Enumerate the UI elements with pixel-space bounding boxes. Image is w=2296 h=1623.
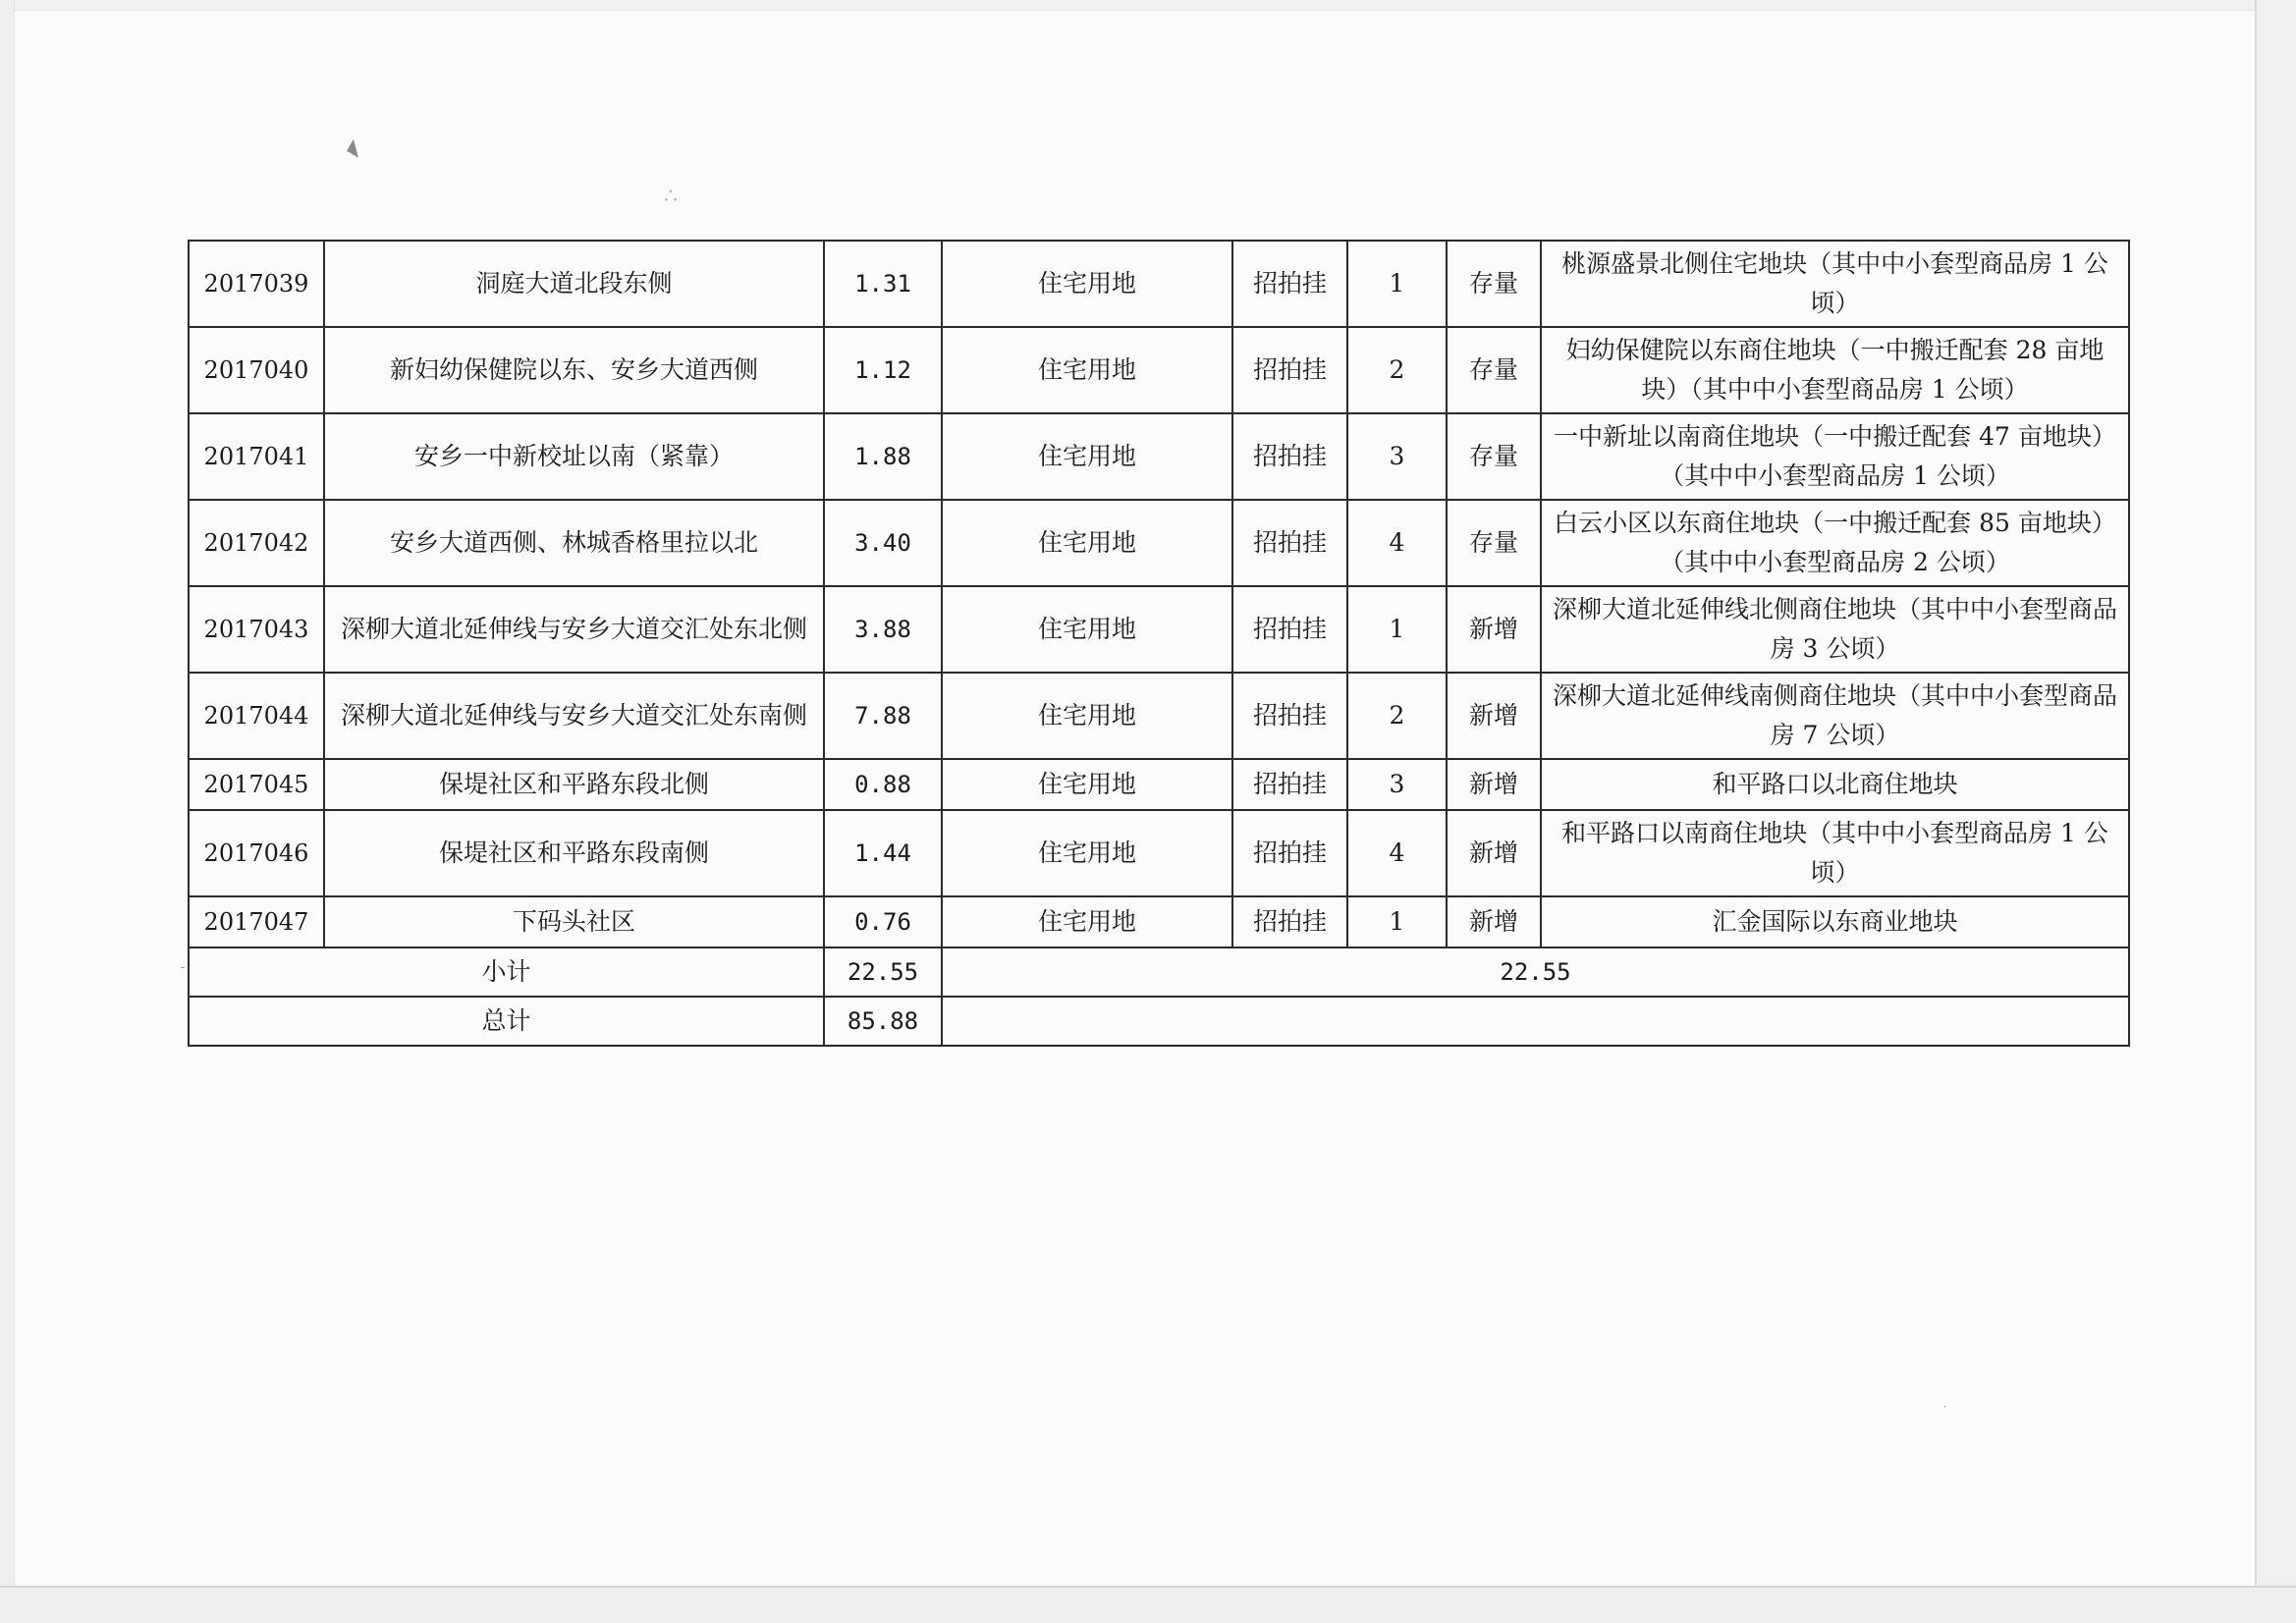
- plot-code: 2017040: [189, 327, 324, 413]
- plot-remark: 和平路口以北商住地块: [1541, 759, 2129, 810]
- land-use: 住宅用地: [942, 759, 1232, 810]
- table-row: [189, 810, 2129, 896]
- scan-speck: -: [181, 960, 186, 974]
- subtotal-label: 小计: [189, 947, 824, 997]
- table-row: [189, 759, 2129, 810]
- supply-method: 招拍挂: [1232, 759, 1347, 810]
- supply-quarter: 2: [1347, 673, 1447, 759]
- plot-area: 0.88: [824, 759, 942, 810]
- scan-speck: ·: [1943, 1402, 1947, 1413]
- supply-method: 招拍挂: [1232, 241, 1347, 327]
- total-row: [189, 997, 2129, 1046]
- plot-area: 3.40: [824, 500, 942, 586]
- plot-location: 深柳大道北延伸线与安乡大道交汇处东南侧: [324, 673, 824, 759]
- land-use: 住宅用地: [942, 500, 1232, 586]
- page-edge-left: [0, 0, 15, 1623]
- land-use: 住宅用地: [942, 896, 1232, 947]
- page-edge-bottom: [0, 1586, 2296, 1623]
- land-use: 住宅用地: [942, 413, 1232, 500]
- plot-location: 安乡一中新校址以南（紧靠）: [324, 413, 824, 500]
- table-footer: [189, 947, 2129, 1046]
- plot-area: 1.44: [824, 810, 942, 896]
- plot-area: 1.31: [824, 241, 942, 327]
- table-row: [189, 241, 2129, 327]
- plot-remark: 一中新址以南商住地块（一中搬迁配套 47 亩地块）（其中中小套型商品房 1 公顷）: [1541, 413, 2129, 500]
- plot-location: 安乡大道西侧、林城香格里拉以北: [324, 500, 824, 586]
- subtotal-note: 22.55: [942, 947, 2129, 997]
- land-use: 住宅用地: [942, 586, 1232, 673]
- plot-area: 3.88: [824, 586, 942, 673]
- plot-area: 1.88: [824, 413, 942, 500]
- land-use: 住宅用地: [942, 327, 1232, 413]
- plot-location: 新妇幼保健院以东、安乡大道西侧: [324, 327, 824, 413]
- table-row: [189, 586, 2129, 673]
- land-type: 新增: [1447, 586, 1541, 673]
- plot-location: 深柳大道北延伸线与安乡大道交汇处东北侧: [324, 586, 824, 673]
- supply-method: 招拍挂: [1232, 413, 1347, 500]
- land-type: 新增: [1447, 673, 1541, 759]
- plot-remark: 妇幼保健院以东商住地块（一中搬迁配套 28 亩地块）（其中中小套型商品房 1 公顷）: [1541, 327, 2129, 413]
- supply-quarter: 4: [1347, 810, 1447, 896]
- plot-location: 下码头社区: [324, 896, 824, 947]
- land-type: 新增: [1447, 759, 1541, 810]
- land-use: 住宅用地: [942, 810, 1232, 896]
- plot-area: 0.76: [824, 896, 942, 947]
- land-use: 住宅用地: [942, 673, 1232, 759]
- table-body: [189, 241, 2129, 947]
- supply-quarter: 1: [1347, 896, 1447, 947]
- plot-remark: 深柳大道北延伸线北侧商住地块（其中中小套型商品房 3 公顷）: [1541, 586, 2129, 673]
- plot-remark: 深柳大道北延伸线南侧商住地块（其中中小套型商品房 7 公顷）: [1541, 673, 2129, 759]
- land-supply-table: [188, 240, 2130, 1047]
- land-type: 存量: [1447, 500, 1541, 586]
- supply-quarter: 4: [1347, 500, 1447, 586]
- land-type: 存量: [1447, 241, 1541, 327]
- plot-code: 2017046: [189, 810, 324, 896]
- plot-location: 洞庭大道北段东侧: [324, 241, 824, 327]
- supply-quarter: 1: [1347, 586, 1447, 673]
- plot-area: 7.88: [824, 673, 942, 759]
- table-row: [189, 500, 2129, 586]
- supply-method: 招拍挂: [1232, 586, 1347, 673]
- supply-quarter: 3: [1347, 759, 1447, 810]
- total-label: 总计: [189, 997, 824, 1046]
- plot-remark: 白云小区以东商住地块（一中搬迁配套 85 亩地块）（其中中小套型商品房 2 公顷）: [1541, 500, 2129, 586]
- table-row: [189, 413, 2129, 500]
- plot-remark: 和平路口以南商住地块（其中中小套型商品房 1 公顷）: [1541, 810, 2129, 896]
- scan-speck: ◣: [345, 135, 368, 161]
- plot-code: 2017043: [189, 586, 324, 673]
- land-type: 新增: [1447, 896, 1541, 947]
- supply-method: 招拍挂: [1232, 327, 1347, 413]
- plot-code: 2017047: [189, 896, 324, 947]
- plot-remark: 汇金国际以东商业地块: [1541, 896, 2129, 947]
- table-row: [189, 896, 2129, 947]
- land-use: 住宅用地: [942, 241, 1232, 327]
- supply-method: 招拍挂: [1232, 500, 1347, 586]
- plot-code: 2017042: [189, 500, 324, 586]
- plot-location: 保堤社区和平路东段南侧: [324, 810, 824, 896]
- supply-quarter: 2: [1347, 327, 1447, 413]
- total-area: 85.88: [824, 997, 942, 1046]
- land-type: 存量: [1447, 413, 1541, 500]
- table-row: [189, 673, 2129, 759]
- scan-speck: ∴: [664, 185, 678, 209]
- supply-quarter: 1: [1347, 241, 1447, 327]
- total-note-empty: [942, 997, 2129, 1046]
- plot-location: 保堤社区和平路东段北侧: [324, 759, 824, 810]
- page-edge-right: [2255, 0, 2296, 1623]
- supply-method: 招拍挂: [1232, 673, 1347, 759]
- table-row: [189, 327, 2129, 413]
- supply-method: 招拍挂: [1232, 810, 1347, 896]
- supply-quarter: 3: [1347, 413, 1447, 500]
- plot-code: 2017044: [189, 673, 324, 759]
- page-edge-top: [0, 0, 2296, 11]
- plot-area: 1.12: [824, 327, 942, 413]
- plot-code: 2017045: [189, 759, 324, 810]
- plot-code: 2017039: [189, 241, 324, 327]
- subtotal-row: [189, 947, 2129, 997]
- land-type: 存量: [1447, 327, 1541, 413]
- plot-remark: 桃源盛景北侧住宅地块（其中中小套型商品房 1 公顷）: [1541, 241, 2129, 327]
- supply-method: 招拍挂: [1232, 896, 1347, 947]
- land-type: 新增: [1447, 810, 1541, 896]
- subtotal-area: 22.55: [824, 947, 942, 997]
- plot-code: 2017041: [189, 413, 324, 500]
